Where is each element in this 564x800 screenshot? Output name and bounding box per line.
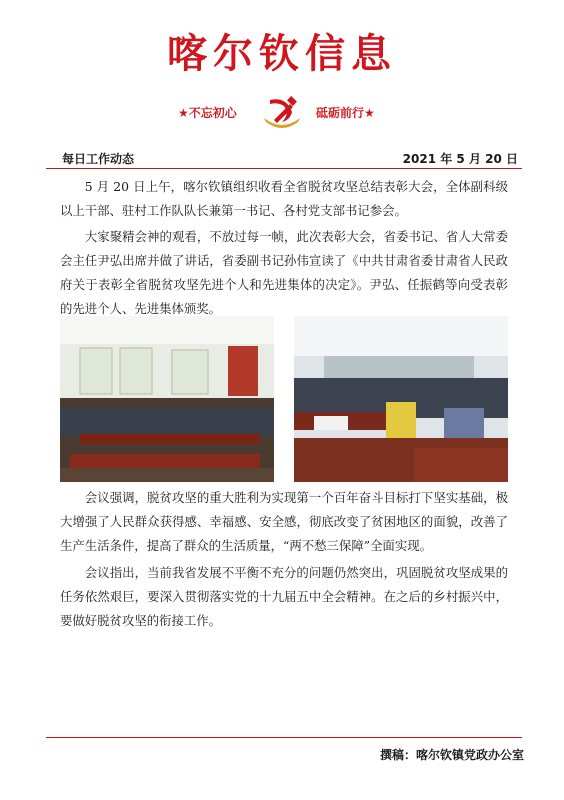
- paragraph-3: 会议强调，脱贫攻坚的重大胜利为实现第一个百年奋斗目标打下坚实基础，极大增强了人民群众获得感、幸福感、安全感，彻底改变了贫困地区的面貌，改善了生产生活条件，提高了群众的生活质量，“两不愁三保障”全面实现。: [60, 490, 508, 553]
- paragraph-1: 5 月 20 日上午，喀尔钦镇组织收看全省脱贫攻坚总结表彰大会，全体副科级以上干部、驻村工作队队长兼第一书记、各村党支部书记参会。: [60, 179, 508, 218]
- section-header: [46, 150, 522, 169]
- author-credit: 撰稿：喀尔钦镇党政办公室: [379, 748, 524, 762]
- meeting-photo-right: [294, 316, 508, 482]
- section-label: 每日工作动态: [62, 152, 135, 166]
- footer-divider: [46, 737, 522, 738]
- meeting-photo-left: [60, 316, 274, 482]
- slogan-right: 砥砺前行★: [316, 106, 375, 120]
- paragraph-2: 大家聚精会神的观看，不放过每一帧，此次表彰大会，省委书记、省人大常委会主任尹弘出席并做了讲话，省委副书记孙伟宣读了《中共甘肃省委甘肃省人民政府关于表彰全省脱贫攻坚先进个人和先进集体的决定》。尹弘、任振鹤等向受表彰的先进个人、先进集体颁奖。: [60, 229, 508, 316]
- party-emblem-icon: [260, 92, 304, 132]
- slogan-left: ★不忘初心: [178, 106, 237, 120]
- slogan-row: [0, 92, 564, 132]
- newsletter-title: 喀尔钦信息: [167, 31, 397, 77]
- paragraph-4: 会议指出，当前我省发展不平衡不充分的问题仍然突出，巩固脱贫攻坚成果的任务依然艰巨，要深入贯彻落实党的十九届五中全会精神。在之后的乡村振兴中，要做好脱贫攻坚的衔接工作。: [60, 565, 508, 628]
- publish-date: 2021 年 5 月 20 日: [402, 152, 518, 166]
